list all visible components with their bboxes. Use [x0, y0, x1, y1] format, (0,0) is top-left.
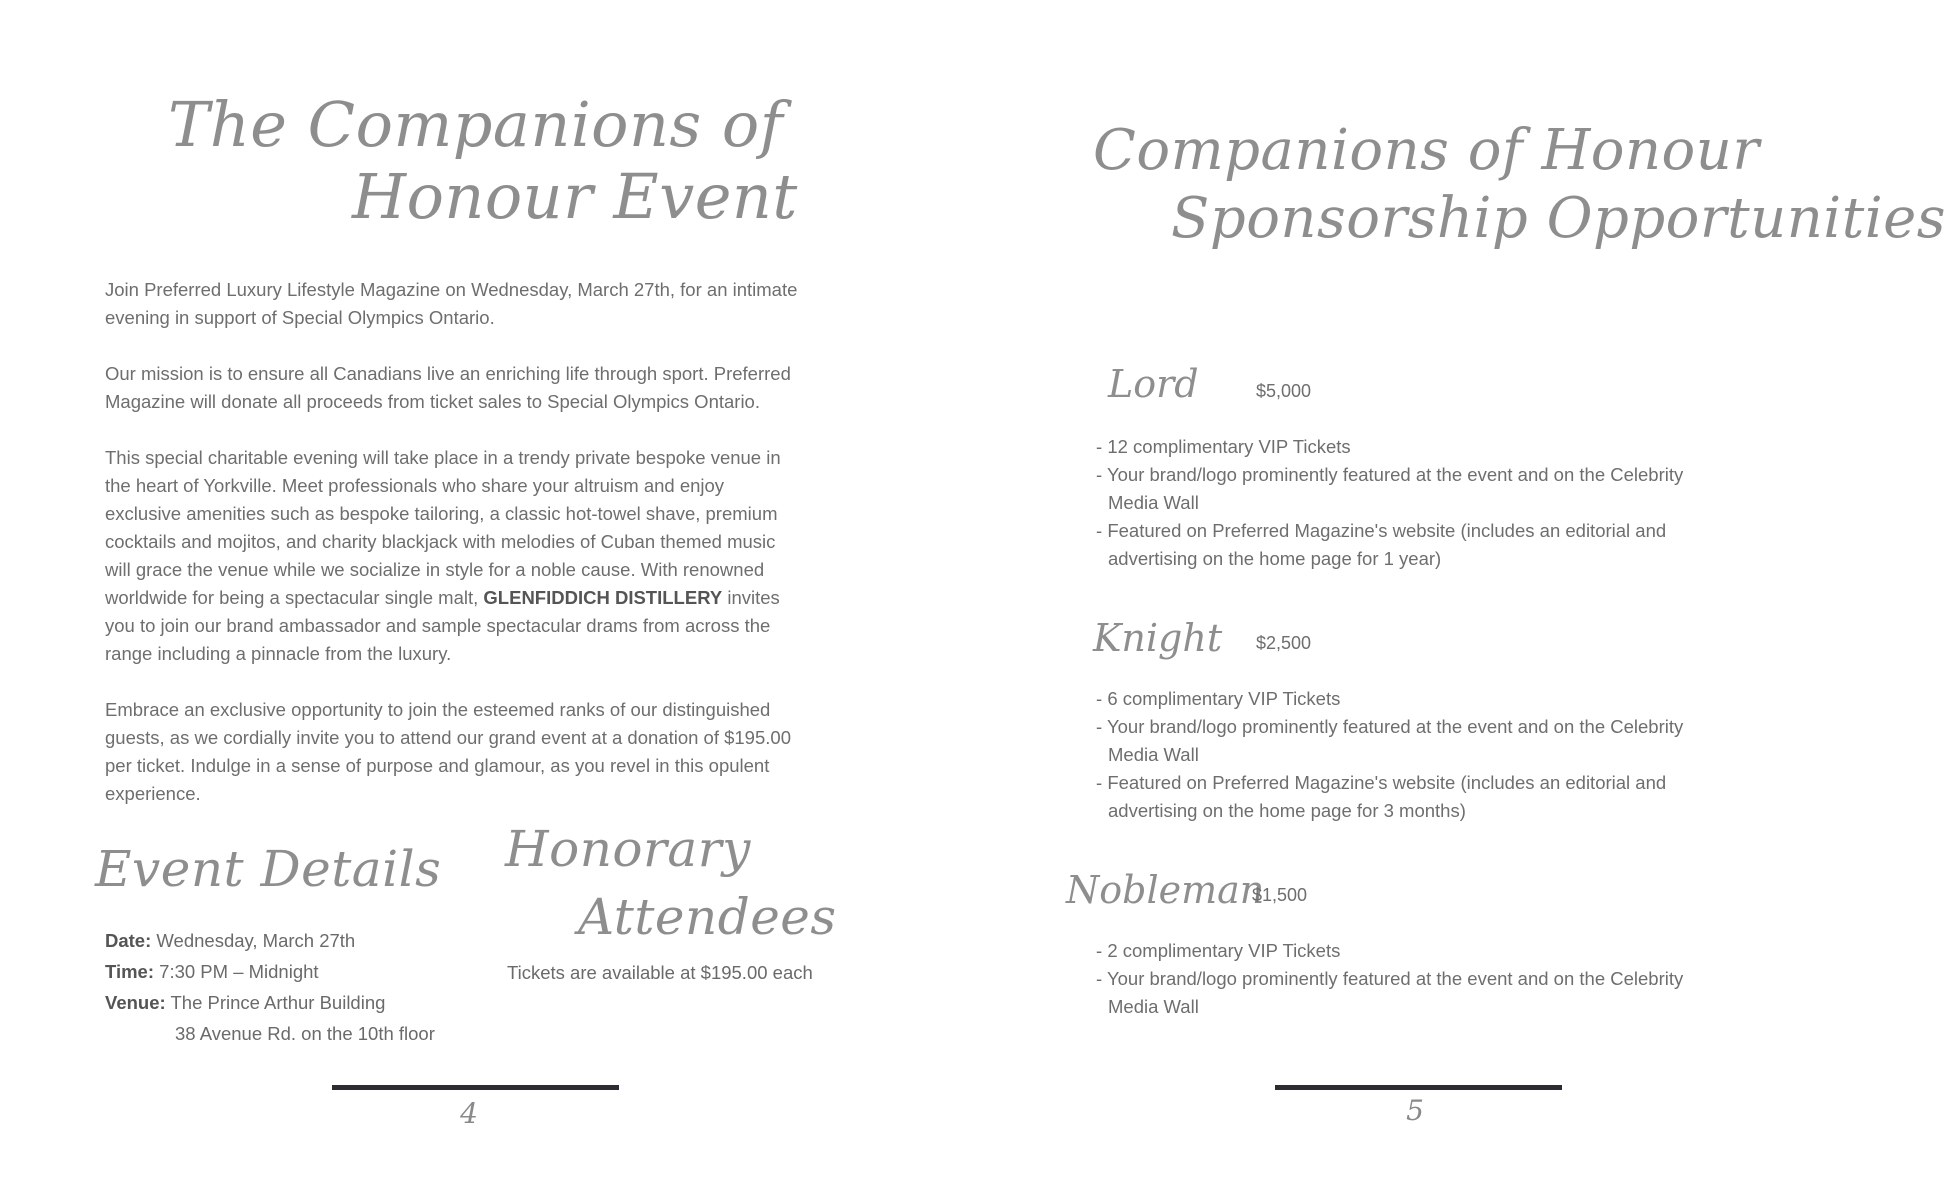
benefit-item: - 6 complimentary VIP Tickets: [1092, 685, 1712, 713]
benefit-item: - Featured on Preferred Magazine's website (includes an editorial and advertising on the home page for 3 months): [1092, 769, 1712, 825]
event-title-line-2: Honour Event: [352, 160, 798, 233]
page-number-left: 4: [460, 1097, 478, 1130]
sponsorship-title-line-2: Sponsorship Opportunities: [1171, 186, 1946, 251]
tier-price-lord: $5,000: [1256, 381, 1312, 401]
glenfiddich-brand: GLENFIDDICH DISTILLERY: [483, 587, 723, 608]
date-row: [105, 925, 435, 956]
honorary-heading-line-2: Attendees: [578, 888, 837, 946]
sponsorship-title-line-1: Companions of Honour: [1093, 118, 1760, 183]
time-row: [105, 956, 435, 987]
benefit-item: - 2 complimentary VIP Tickets: [1092, 937, 1712, 965]
benefit-item: - Your brand/logo prominently featured at the event and on the Celebrity Media Wall: [1092, 461, 1712, 517]
intro-paragraph: Join Preferred Luxury Lifestyle Magazine on Wednesday, March 27th, for an intimate evening in support of Special Olympics Ontario.: [105, 279, 798, 328]
venue-row: [105, 987, 435, 1018]
mission-paragraph: Our mission is to ensure all Canadians live an enriching life through sport. Preferred Magazine will donate all proceeds from ticket sales to Special Olympics Ontario.: [105, 363, 791, 412]
event-title-line-1: The Companions of: [168, 88, 784, 161]
page-number-right: 5: [1406, 1094, 1424, 1127]
tier-name-lord: Lord: [1108, 362, 1199, 406]
tier-benefits-lord: [1092, 433, 1712, 573]
venue-paragraph-text-start: This special charitable evening will take place in a trendy private bespoke venue in the heart of Yorkville. Meet professionals who share your altruism and enjoy exclusive amenities such as bespoke tailoring, a classic hot-towel shave, premium cocktails and mojitos, and charity blackjack with melodies of Cuban themed music will grace the venue while we socialize in style for a noble cause. With renowned worldwide for being a spectacular single malt,: [105, 447, 781, 608]
tier-benefits-knight: [1092, 685, 1712, 825]
page-rule-left: [332, 1085, 619, 1090]
tickets-note: Tickets are available at $195.00 each: [507, 962, 813, 983]
event-details: [105, 925, 435, 1049]
left-page: [0, 0, 918, 1188]
time-label: Time:: [105, 961, 155, 982]
tier-price-knight: $2,500: [1256, 633, 1312, 653]
page-rule-right: [1275, 1085, 1562, 1090]
event-description: [105, 276, 805, 836]
tier-price-nobleman: $1,500: [1252, 885, 1308, 905]
benefit-item: - Your brand/logo prominently featured at the event and on the Celebrity Media Wall: [1092, 965, 1712, 1021]
tier-name-nobleman: Nobleman: [1066, 868, 1265, 912]
benefit-item: - Featured on Preferred Magazine's website (includes an editorial and advertising on the home page for 1 year): [1092, 517, 1712, 573]
venue-paragraph-text-end: invites you to join our brand ambassador and sample spectacular drams from across the range including a pinnacle from the luxury.: [105, 587, 780, 664]
venue-address: 38 Avenue Rd. on the 10th floor: [175, 1023, 435, 1044]
date-label: Date:: [105, 930, 152, 951]
honorary-heading-line-1: Honorary: [505, 820, 751, 878]
venue-paragraph: [105, 444, 805, 668]
tier-benefits-nobleman: [1092, 937, 1712, 1021]
invitation-paragraph: Embrace an exclusive opportunity to join the esteemed ranks of our distinguished guests, as we cordially invite you to attend our grand event at a donation of $195.00 per ticket. Indulge in a sense of purpose and glamour, as you revel in this opulent experience.: [105, 699, 791, 804]
venue-value: The Prince Arthur Building: [170, 992, 386, 1013]
date-value: Wednesday, March 27th: [156, 930, 356, 951]
benefit-item: - Your brand/logo prominently featured at the event and on the Celebrity Media Wall: [1092, 713, 1712, 769]
venue-label: Venue:: [105, 992, 166, 1013]
right-page: [918, 0, 1946, 1188]
event-details-heading: Event Details: [95, 840, 442, 898]
tier-name-knight: Knight: [1093, 616, 1223, 660]
time-value: 7:30 PM – Midnight: [159, 961, 319, 982]
benefit-item: - 12 complimentary VIP Tickets: [1092, 433, 1712, 461]
